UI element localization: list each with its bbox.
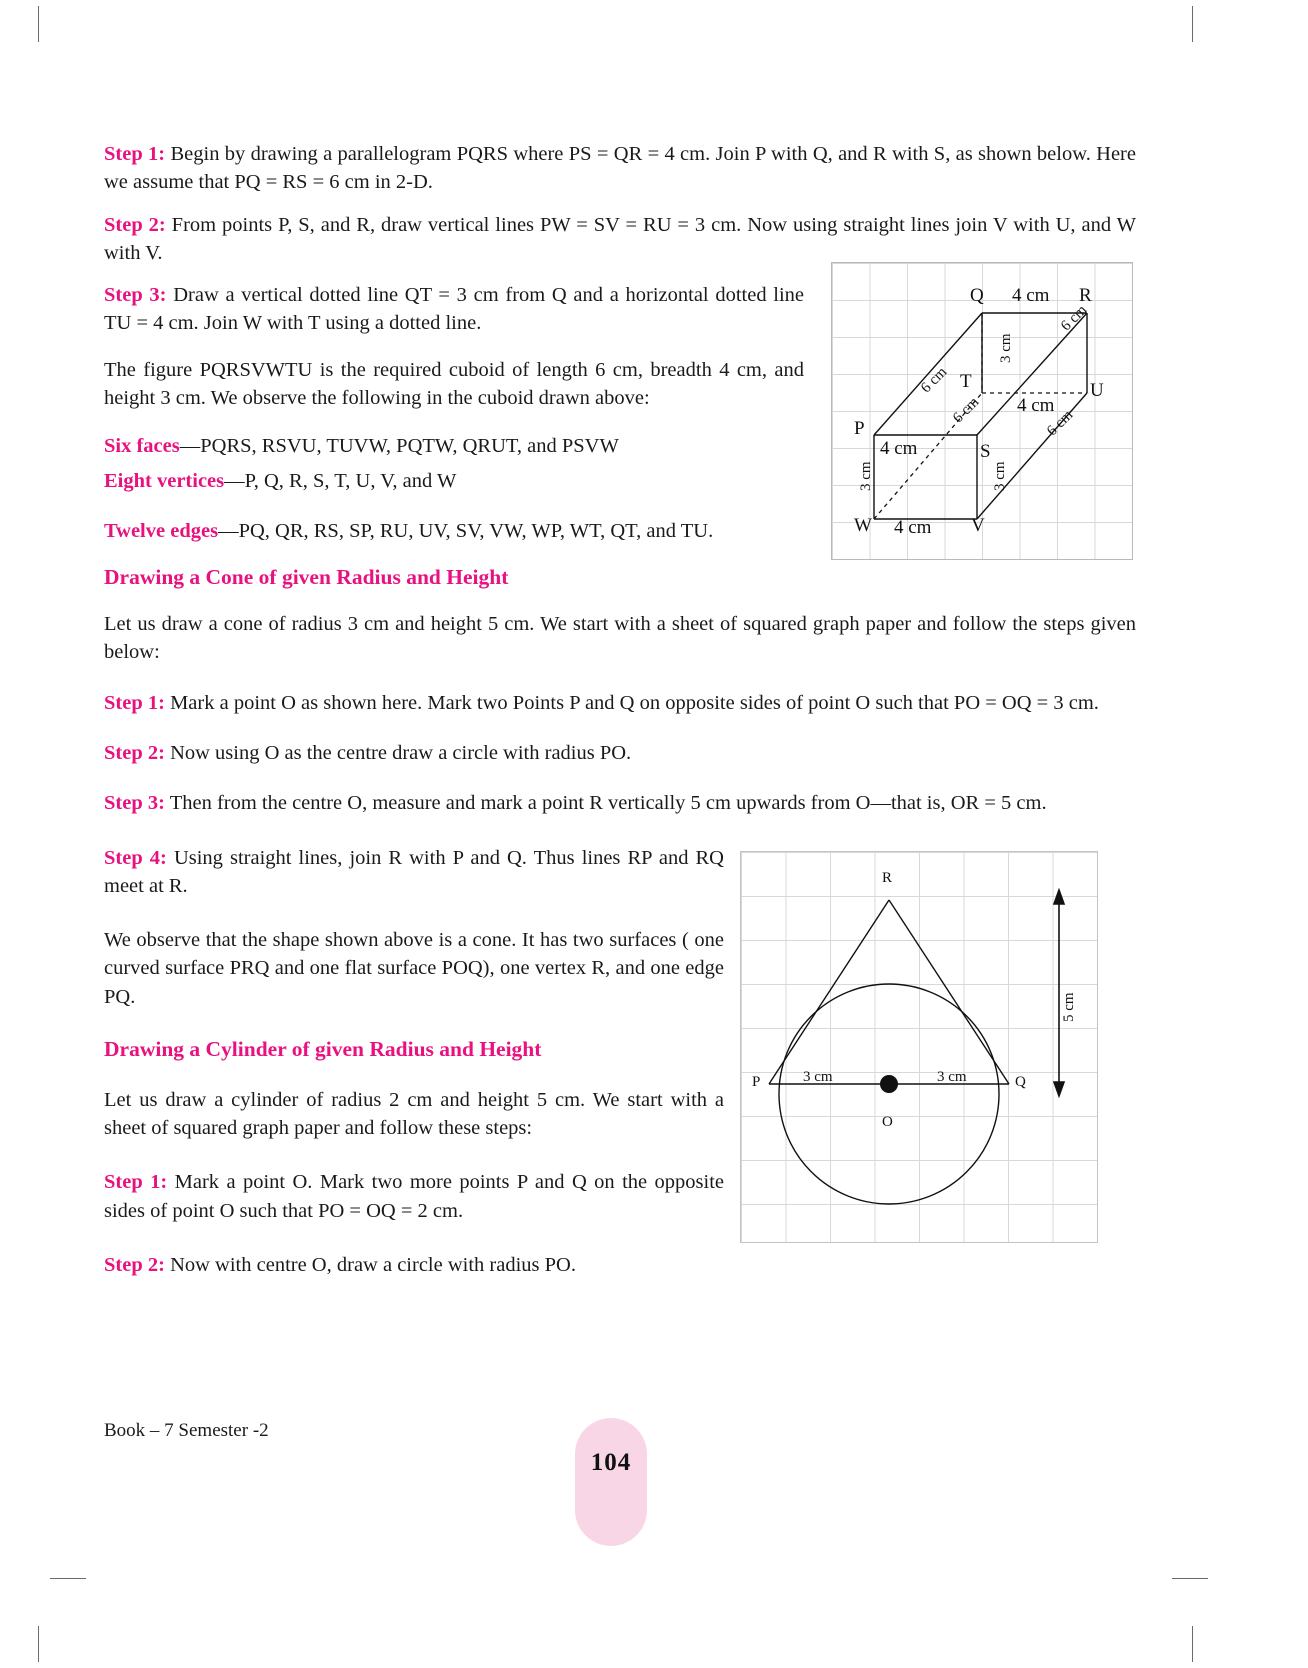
cone-point-P: P xyxy=(752,1074,761,1090)
cuboid-dim-pw: 3 cm xyxy=(858,461,874,491)
twelve-edges-text: —PQ, QR, RS, SP, RU, UV, SV, VW, WP, WT, QT, and TU. xyxy=(218,519,714,542)
paragraph-cylinder-step-1 xyxy=(104,1168,724,1225)
cuboid-dim-ru: 6 cm xyxy=(1058,302,1091,335)
cone-drawing xyxy=(741,852,1097,1242)
figure-cuboid xyxy=(831,262,1133,560)
cuboid-dim-sv: 3 cm xyxy=(992,461,1008,491)
step-label: Step 2: xyxy=(104,1254,165,1277)
twelve-edges-label: Twelve edges xyxy=(104,519,219,542)
six-faces-text: —PQRS, RSVU, TUVW, PQTW, QRUT, and PSVW xyxy=(179,435,619,458)
step-text: Then from the centre O, measure and mark a point R vertically 5 cm upwards from O—that is, OR = 5 cm. xyxy=(164,792,1047,815)
paragraph-cylinder-intro: Let us draw a cylinder of radius 2 cm and height 5 cm. We start with a sheet of squared graph paper and follow these steps: xyxy=(104,1088,724,1140)
step-label: Step 1: xyxy=(104,1171,168,1194)
paragraph-cylinder-step-2 xyxy=(104,1251,724,1279)
cone-vertex-R: R xyxy=(882,870,893,886)
cuboid-vertex-V: V xyxy=(971,515,985,536)
cuboid-dim-qt: 3 cm xyxy=(998,333,1014,363)
cuboid-dim-tu: 4 cm xyxy=(1017,395,1055,416)
section-heading-cone: Drawing a Cone of given Radius and Height xyxy=(104,565,509,590)
paragraph-cone-intro: Let us draw a cone of radius 3 cm and height 5 cm. We start with a sheet of squared graph paper and follow the steps given below: xyxy=(104,613,1136,664)
cuboid-vertex-P: P xyxy=(854,418,865,439)
eight-vertices-line xyxy=(104,467,804,495)
step-label: Step 2: xyxy=(104,741,165,764)
cuboid-vertex-U: U xyxy=(1090,380,1104,401)
step-text: From points P, S, and R, draw vertical lines PW = SV = RU = 3 cm. Now using straight lines join V with U, and W with V. xyxy=(104,213,1136,264)
cuboid-dim-vu: 6 cm xyxy=(1044,407,1077,440)
step-label: Step 2: xyxy=(104,213,166,236)
crop-mark xyxy=(38,6,39,42)
cone-dim-right-radius: 3 cm xyxy=(937,1069,967,1085)
paragraph-step-2 xyxy=(104,211,1136,268)
cuboid-vertex-Q: Q xyxy=(970,285,984,306)
step-text: Begin by drawing a parallelogram PQRS where PS = QR = 4 cm. Join P with Q, and R with S, as shown below. Here we assume that PQ = RS = 6 cm in 2-D. xyxy=(104,143,1136,194)
crop-mark xyxy=(1192,1626,1193,1662)
step-text: Mark a point O as shown here. Mark two Points P and Q on opposite sides of point O such that PO = OQ = 3 cm. xyxy=(164,691,1099,714)
eight-vertices-text: —P, Q, R, S, T, U, V, and W xyxy=(224,469,457,492)
step-text: Draw a vertical dotted line QT = 3 cm from Q and a horizontal dotted line TU = 4 cm. Join W with T using a dotted line. xyxy=(104,284,805,335)
six-faces-label: Six faces xyxy=(104,435,180,458)
cone-dim-left-radius: 3 cm xyxy=(803,1069,833,1085)
cuboid-dim-top: 4 cm xyxy=(1012,285,1050,306)
figure-cone xyxy=(740,851,1098,1243)
step-label: Step 1: xyxy=(104,691,165,714)
crop-mark xyxy=(1192,6,1193,42)
step-text: Using straight lines, join R with P and Q. Thus lines RP and RQ meet at R. xyxy=(104,846,724,897)
six-faces-line xyxy=(104,432,804,460)
page-number: 104 xyxy=(590,1449,632,1476)
paragraph-cone-step-2 xyxy=(104,739,1136,767)
cuboid-vertex-W: W xyxy=(854,515,872,536)
step-label: Step 3: xyxy=(104,284,167,307)
cuboid-vertex-T: T xyxy=(960,371,972,392)
paragraph-observation xyxy=(104,356,804,413)
cuboid-dim-pq: 6 cm xyxy=(918,364,951,397)
cone-centre-O: O xyxy=(882,1114,893,1130)
cuboid-vertex-R: R xyxy=(1079,285,1092,306)
crop-mark xyxy=(50,1578,86,1579)
cuboid-vertex-S: S xyxy=(980,441,991,462)
cone-point-Q: Q xyxy=(1015,1074,1026,1090)
footer-book-line: Book – 7 Semester -2 xyxy=(104,1420,269,1441)
paragraph-cone-observation: We observe that the shape shown above is a cone. It has two surfaces ( one curved surface PRQ and one flat surface POQ), one vertex R, and one edge PQ. xyxy=(104,929,724,1008)
cuboid-dim-wv: 4 cm xyxy=(894,517,932,538)
crop-mark xyxy=(1172,1578,1208,1579)
step-label: Step 1: xyxy=(104,143,166,165)
step-text: Now using O as the centre draw a circle with radius PO. xyxy=(164,741,632,764)
paragraph-cone-step-1 xyxy=(104,689,1136,717)
eight-vertices-label: Eight vertices xyxy=(104,469,225,492)
section-heading-cylinder: Drawing a Cylinder of given Radius and Height xyxy=(104,1036,542,1061)
cuboid-dim-wt: 6 cm xyxy=(950,394,983,427)
paragraph-step-1 xyxy=(104,140,1136,197)
step-text: Now with centre O, draw a circle with radius PO. xyxy=(164,1254,576,1277)
crop-mark xyxy=(38,1626,39,1662)
paragraph-cone-step-3 xyxy=(104,789,1136,817)
observation-text: The figure PQRSVWTU is the required cuboid of length 6 cm, breadth 4 cm, and height 3 cm. We observe the following in the cuboid drawn above: xyxy=(104,358,804,409)
step-label: Step 4: xyxy=(104,846,167,869)
cone-dim-height: 5 cm xyxy=(1061,992,1077,1022)
step-label: Step 3: xyxy=(104,792,165,815)
paragraph-cone-step-4 xyxy=(104,844,724,901)
step-text: Mark a point O. Mark two more points P and Q on the opposite sides of point O such that PO = OQ = 2 cm. xyxy=(104,1171,724,1222)
cone-centre-dot xyxy=(880,1075,898,1093)
paragraph-step-3 xyxy=(104,281,804,338)
cuboid-dim-ps: 4 cm xyxy=(880,438,918,459)
